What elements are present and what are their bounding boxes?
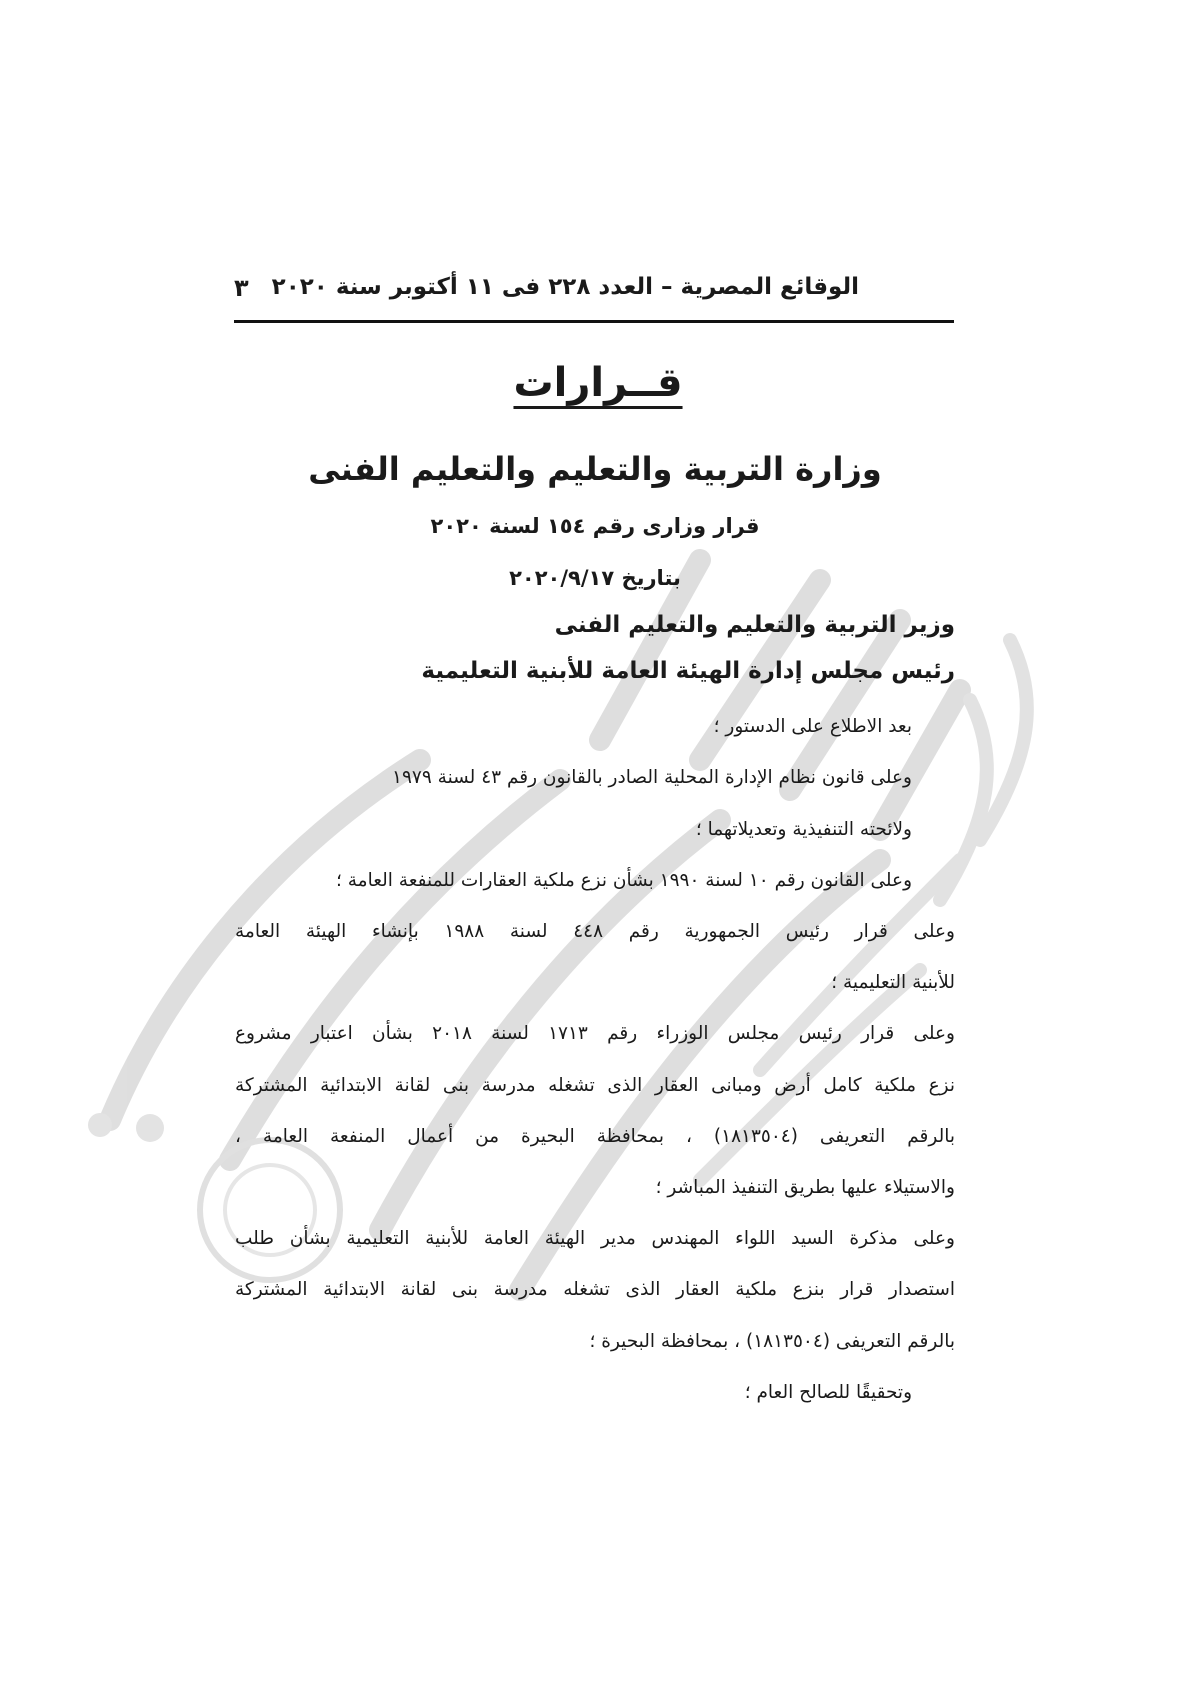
page-number: ٣ — [234, 274, 249, 302]
preamble-line: بالرقم التعريفى (١٨١٣٥٠٤) ، بمحافظة البحيرة من أعمال المنفعة العامة ، — [235, 1126, 955, 1147]
header-divider — [234, 320, 954, 323]
preamble-line: وعلى مذكرة السيد اللواء المهندس مدير الهيئة العامة للأبنية التعليمية بشأن طلب — [235, 1228, 955, 1249]
decree-date: بتاريخ ٢٠٢٠/٩/١٧ — [509, 566, 681, 590]
page-header — [234, 274, 954, 314]
preamble-line: ولائحته التنفيذية وتعديلاتهما ؛ — [695, 819, 912, 840]
decree-number: قرار وزارى رقم ١٥٤ لسنة ٢٠٢٠ — [430, 514, 760, 538]
preamble-line: وعلى قرار رئيس مجلس الوزراء رقم ١٧١٣ لسنة ٢٠١٨ بشأن اعتبار مشروع — [235, 1023, 955, 1044]
preamble-line: استصدار قرار بنزع ملكية العقار الذى تشغله مدرسة بنى لقانة الابتدائية المشتركة — [235, 1279, 955, 1300]
preamble-line: نزع ملكية كامل أرض ومبانى العقار الذى تشغله مدرسة بنى لقانة الابتدائية المشتركة — [235, 1075, 955, 1096]
preamble-line: وعلى قرار رئيس الجمهورية رقم ٤٤٨ لسنة ١٩٨٨ بإنشاء الهيئة العامة — [235, 921, 955, 942]
preamble-line: والاستيلاء عليها بطريق التنفيذ المباشر ؛ — [655, 1177, 955, 1198]
preamble-line: بالرقم التعريفى (١٨١٣٥٠٤) ، بمحافظة البحيرة ؛ — [589, 1331, 955, 1352]
preamble-line: وتحقيقًا للصالح العام ؛ — [744, 1382, 912, 1403]
preamble-line: بعد الاطلاع على الدستور ؛ — [713, 716, 912, 737]
issuer-authority: رئيس مجلس إدارة الهيئة العامة للأبنية التعليمية — [421, 658, 955, 684]
section-title-text: قــرارات — [513, 360, 683, 406]
ministry-heading: وزارة التربية والتعليم والتعليم الفنى — [308, 450, 882, 488]
preamble-line: وعلى قانون نظام الإدارة المحلية الصادر بالقانون رقم ٤٣ لسنة ١٩٧٩ — [392, 767, 912, 788]
preamble-line: للأبنية التعليمية ؛ — [831, 972, 955, 993]
section-title — [0, 360, 1190, 406]
header-title: الوقائع المصرية – العدد ٢٢٨ فى ١١ أكتوبر سنة ٢٠٢٠ — [271, 274, 859, 300]
preamble-line: وعلى القانون رقم ١٠ لسنة ١٩٩٠ بشأن نزع ملكية العقارات للمنفعة العامة ؛ — [335, 870, 912, 891]
issuer-minister: وزير التربية والتعليم والتعليم الفنى — [554, 612, 955, 638]
